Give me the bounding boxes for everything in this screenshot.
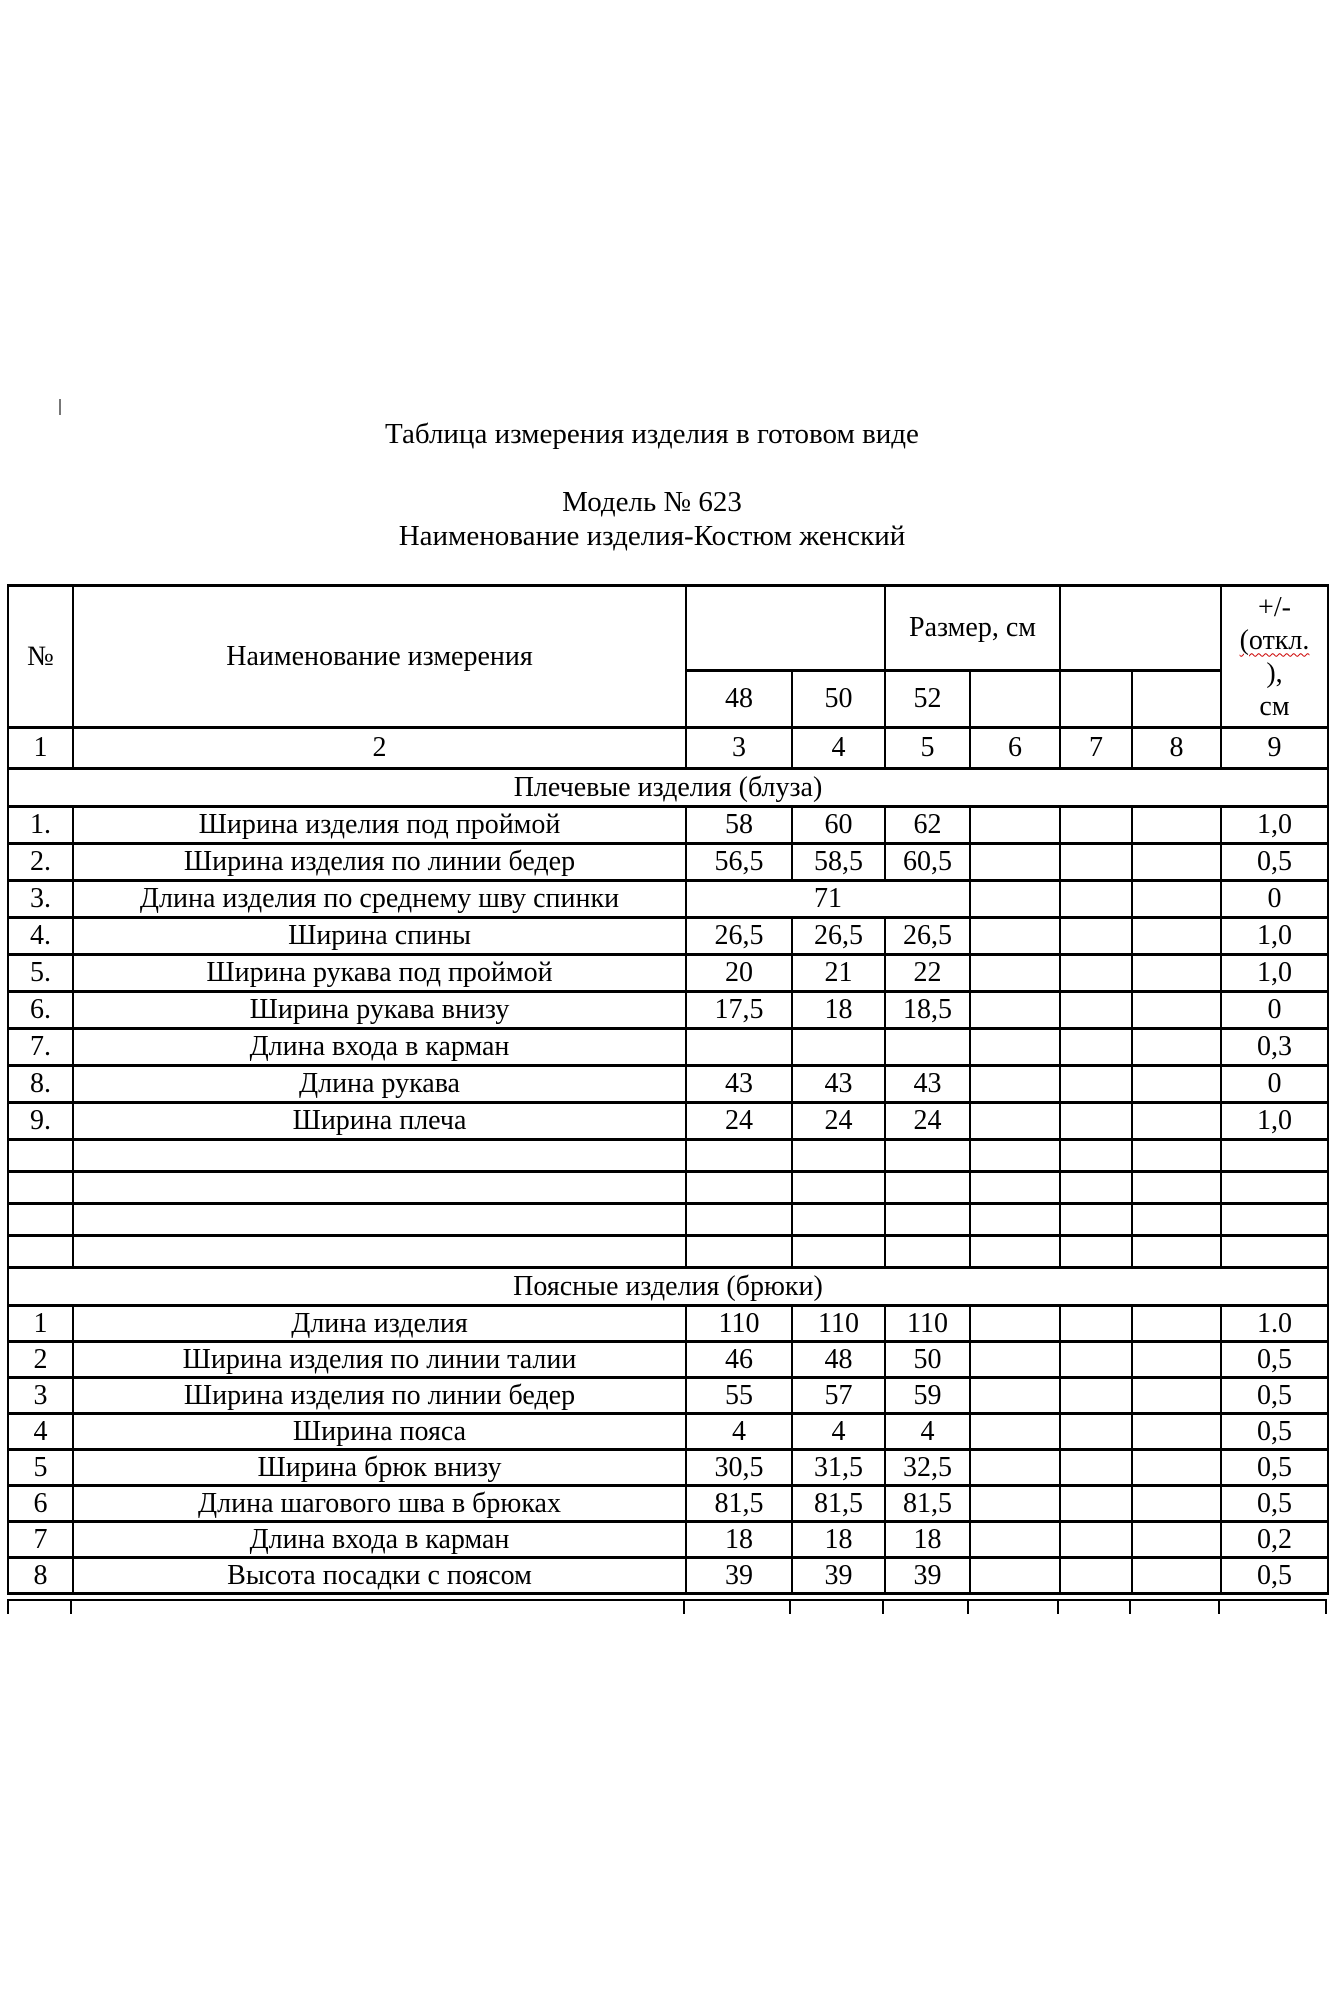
cell-tolerance: 1.0 — [1221, 1306, 1328, 1342]
cell-extra-6 — [970, 844, 1060, 881]
empty-cell — [73, 1140, 686, 1172]
empty-cell — [8, 1236, 73, 1268]
cell-extra-6 — [970, 955, 1060, 992]
sliver-line — [882, 1601, 884, 1614]
cell-extra-8 — [1132, 1378, 1221, 1414]
empty-cell — [8, 1172, 73, 1204]
column-number: 8 — [1132, 728, 1221, 769]
cell-size-48: 17,5 — [686, 992, 792, 1029]
table-row — [8, 918, 1328, 955]
document-title: Таблица измерения изделия в готовом виде — [385, 418, 919, 450]
cell-extra-6 — [970, 1306, 1060, 1342]
cell-size-50: 81,5 — [792, 1486, 885, 1522]
cell-size-50: 110 — [792, 1306, 885, 1342]
section-header-row — [8, 1268, 1328, 1306]
cell-extra-7 — [1060, 807, 1132, 844]
cell-extra-7 — [1060, 1486, 1132, 1522]
header-col-number: № — [8, 586, 73, 728]
empty-cell — [8, 1204, 73, 1236]
cell-extra-8 — [1132, 992, 1221, 1029]
cell-size-48: 4 — [686, 1414, 792, 1450]
cell-size-48: 20 — [686, 955, 792, 992]
table-row — [8, 1066, 1328, 1103]
column-number: 5 — [885, 728, 970, 769]
cell-extra-7 — [1060, 918, 1132, 955]
sliver-line — [70, 1601, 72, 1614]
empty-cell — [1132, 1172, 1221, 1204]
cell-row-number: 5 — [8, 1450, 73, 1486]
cell-size-50: 39 — [792, 1558, 885, 1594]
empty-cell — [1060, 1140, 1132, 1172]
cell-row-number: 5. — [8, 955, 73, 992]
column-number: 9 — [1221, 728, 1328, 769]
cell-measurement-name: Ширина рукава под проймой — [73, 955, 686, 992]
cell-row-number: 4. — [8, 918, 73, 955]
cell-row-number: 3 — [8, 1378, 73, 1414]
empty-cell — [73, 1236, 686, 1268]
cell-size-52: 62 — [885, 807, 970, 844]
cell-size-50: 26,5 — [792, 918, 885, 955]
cell-extra-7 — [1060, 1066, 1132, 1103]
empty-cell — [1221, 1204, 1328, 1236]
cell-size-50: 43 — [792, 1066, 885, 1103]
cell-extra-7 — [1060, 1414, 1132, 1450]
table-row — [8, 1378, 1328, 1414]
cell-size-48: 81,5 — [686, 1486, 792, 1522]
sliver-line — [683, 1601, 685, 1614]
empty-cell — [970, 1236, 1060, 1268]
cutoff-row-sliver — [7, 1599, 1327, 1614]
cell-size-52: 4 — [885, 1414, 970, 1450]
cell-measurement-name: Ширина изделия по линии талии — [73, 1342, 686, 1378]
cell-extra-8 — [1132, 1306, 1221, 1342]
cell-extra-6 — [970, 1414, 1060, 1450]
cell-measurement-name: Длина изделия по среднему шву спинки — [73, 881, 686, 918]
cell-row-number: 1. — [8, 807, 73, 844]
cell-size-50: 24 — [792, 1103, 885, 1140]
empty-cell — [792, 1204, 885, 1236]
section-title: Плечевые изделия (блуза) — [8, 769, 1328, 807]
cell-extra-7 — [1060, 992, 1132, 1029]
sliver-line — [789, 1601, 791, 1614]
empty-cell — [686, 1204, 792, 1236]
cell-size-50: 18 — [792, 1522, 885, 1558]
header-size-empty-3 — [1132, 671, 1221, 728]
cell-extra-6 — [970, 881, 1060, 918]
cell-extra-7 — [1060, 1378, 1132, 1414]
empty-row — [8, 1236, 1328, 1268]
table-row — [8, 955, 1328, 992]
empty-row — [8, 1172, 1328, 1204]
empty-cell — [792, 1172, 885, 1204]
empty-cell — [686, 1236, 792, 1268]
empty-cell — [73, 1204, 686, 1236]
empty-row — [8, 1204, 1328, 1236]
cell-size-48: 26,5 — [686, 918, 792, 955]
header-size-52: 52 — [885, 671, 970, 728]
empty-cell — [1132, 1140, 1221, 1172]
cell-row-number: 6 — [8, 1486, 73, 1522]
cell-extra-7 — [1060, 1103, 1132, 1140]
sliver-line — [1129, 1601, 1131, 1614]
cell-size-50: 31,5 — [792, 1450, 885, 1486]
tolerance-line-1: +/- — [1258, 591, 1291, 623]
empty-cell — [885, 1236, 970, 1268]
cell-extra-6 — [970, 1066, 1060, 1103]
tolerance-line-2-spellcheck: (откл. — [1239, 624, 1310, 656]
cell-extra-7 — [1060, 1029, 1132, 1066]
empty-cell — [792, 1140, 885, 1172]
cell-size-52: 81,5 — [885, 1486, 970, 1522]
cell-extra-8 — [1132, 1342, 1221, 1378]
cell-extra-7 — [1060, 1342, 1132, 1378]
cell-extra-6 — [970, 1558, 1060, 1594]
cell-tolerance: 0,5 — [1221, 1378, 1328, 1414]
cell-row-number: 7 — [8, 1522, 73, 1558]
cell-measurement-name: Ширина изделия под проймой — [73, 807, 686, 844]
cell-size-48: 58 — [686, 807, 792, 844]
cell-size-48: 110 — [686, 1306, 792, 1342]
cell-row-number: 1 — [8, 1306, 73, 1342]
column-number: 4 — [792, 728, 885, 769]
header-row-column-numbers — [8, 728, 1328, 769]
cell-tolerance: 0,5 — [1221, 1558, 1328, 1594]
cell-size-48: 39 — [686, 1558, 792, 1594]
cell-extra-8 — [1132, 1103, 1221, 1140]
cell-size-50: 21 — [792, 955, 885, 992]
cell-size-48: 43 — [686, 1066, 792, 1103]
section-header-row — [8, 769, 1328, 807]
cell-extra-8 — [1132, 1486, 1221, 1522]
text-cursor-artifact — [59, 399, 61, 415]
cell-size-52: 50 — [885, 1342, 970, 1378]
cell-measurement-name: Высота посадки с поясом — [73, 1558, 686, 1594]
cell-extra-7 — [1060, 1306, 1132, 1342]
cell-row-number: 2 — [8, 1342, 73, 1378]
empty-cell — [885, 1172, 970, 1204]
cell-measurement-name: Ширина изделия по линии бедер — [73, 1378, 686, 1414]
cell-tolerance: 0,5 — [1221, 1342, 1328, 1378]
column-number: 1 — [8, 728, 73, 769]
cell-extra-8 — [1132, 918, 1221, 955]
cell-size-50: 48 — [792, 1342, 885, 1378]
table-row — [8, 992, 1328, 1029]
sliver-line — [1325, 1601, 1327, 1614]
cell-row-number: 4 — [8, 1414, 73, 1450]
empty-cell — [686, 1140, 792, 1172]
table-row — [8, 1342, 1328, 1378]
cell-extra-8 — [1132, 1558, 1221, 1594]
cell-tolerance: 0 — [1221, 992, 1328, 1029]
cell-size-48: 18 — [686, 1522, 792, 1558]
table-row — [8, 1486, 1328, 1522]
column-number: 7 — [1060, 728, 1132, 769]
cell-size-48 — [686, 1029, 792, 1066]
table-row — [8, 1306, 1328, 1342]
table-row — [8, 807, 1328, 844]
cell-extra-7 — [1060, 881, 1132, 918]
column-number: 6 — [970, 728, 1060, 769]
cell-extra-8 — [1132, 881, 1221, 918]
cell-measurement-name: Длина изделия — [73, 1306, 686, 1342]
cell-measurement-name: Ширина плеча — [73, 1103, 686, 1140]
empty-cell — [1132, 1236, 1221, 1268]
cell-size-52: 59 — [885, 1378, 970, 1414]
cell-measurement-name: Ширина брюк внизу — [73, 1450, 686, 1486]
cell-tolerance: 0 — [1221, 881, 1328, 918]
cell-size-48: 30,5 — [686, 1450, 792, 1486]
cell-row-number: 2. — [8, 844, 73, 881]
cell-tolerance: 0,5 — [1221, 1414, 1328, 1450]
empty-cell — [1060, 1204, 1132, 1236]
cell-extra-8 — [1132, 807, 1221, 844]
cell-size-52 — [885, 1029, 970, 1066]
cell-size-50: 58,5 — [792, 844, 885, 881]
table-row — [8, 1558, 1328, 1594]
cell-extra-7 — [1060, 955, 1132, 992]
cell-tolerance: 0,5 — [1221, 844, 1328, 881]
cell-extra-8 — [1132, 1029, 1221, 1066]
cell-extra-6 — [970, 1522, 1060, 1558]
column-number: 2 — [73, 728, 686, 769]
header-group-size: Размер, см — [885, 586, 1060, 671]
empty-cell — [8, 1140, 73, 1172]
cell-row-number: 3. — [8, 881, 73, 918]
cell-extra-6 — [970, 1342, 1060, 1378]
empty-cell — [1060, 1236, 1132, 1268]
table-row — [8, 1450, 1328, 1486]
cell-tolerance: 1,0 — [1221, 1103, 1328, 1140]
cell-extra-6 — [970, 992, 1060, 1029]
cell-tolerance: 0,5 — [1221, 1486, 1328, 1522]
cell-measurement-name: Ширина рукава внизу — [73, 992, 686, 1029]
header-col-tolerance — [1221, 586, 1328, 728]
cell-extra-6 — [970, 918, 1060, 955]
empty-cell — [885, 1140, 970, 1172]
cell-extra-7 — [1060, 1450, 1132, 1486]
empty-cell — [1221, 1140, 1328, 1172]
cell-size-52: 43 — [885, 1066, 970, 1103]
header-col-name: Наименование измерения — [73, 586, 686, 728]
cell-tolerance: 0,3 — [1221, 1029, 1328, 1066]
cell-extra-8 — [1132, 1450, 1221, 1486]
table-row — [8, 844, 1328, 881]
cell-size-50: 57 — [792, 1378, 885, 1414]
empty-cell — [686, 1172, 792, 1204]
sliver-line — [7, 1601, 9, 1614]
table-row — [8, 1103, 1328, 1140]
cell-tolerance: 1,0 — [1221, 918, 1328, 955]
cell-row-number: 7. — [8, 1029, 73, 1066]
empty-cell — [1132, 1204, 1221, 1236]
cell-extra-6 — [970, 1029, 1060, 1066]
empty-cell — [885, 1204, 970, 1236]
cell-extra-6 — [970, 1378, 1060, 1414]
table-row — [8, 1029, 1328, 1066]
cell-measurement-name: Длина рукава — [73, 1066, 686, 1103]
cell-tolerance: 0,5 — [1221, 1450, 1328, 1486]
cell-extra-7 — [1060, 1522, 1132, 1558]
section-title: Поясные изделия (брюки) — [8, 1268, 1328, 1306]
header-size-empty-1 — [970, 671, 1060, 728]
header-size-48: 48 — [686, 671, 792, 728]
cell-row-number: 6. — [8, 992, 73, 1029]
cell-size-52: 39 — [885, 1558, 970, 1594]
cell-size-52: 32,5 — [885, 1450, 970, 1486]
cell-measurement-name: Длина входа в карман — [73, 1522, 686, 1558]
cell-extra-8 — [1132, 1066, 1221, 1103]
cell-extra-8 — [1132, 1414, 1221, 1450]
cell-size-48: 56,5 — [686, 844, 792, 881]
cell-row-number: 8. — [8, 1066, 73, 1103]
product-name: Наименование изделия-Костюм женский — [398, 520, 906, 552]
table-body — [8, 769, 1328, 1594]
cell-row-number: 9. — [8, 1103, 73, 1140]
cell-size-50: 4 — [792, 1414, 885, 1450]
cell-size-52: 26,5 — [885, 918, 970, 955]
empty-cell — [1060, 1172, 1132, 1204]
empty-row — [8, 1140, 1328, 1172]
table-header — [8, 586, 1328, 769]
column-number: 3 — [686, 728, 792, 769]
cell-extra-6 — [970, 1450, 1060, 1486]
table-row — [8, 881, 1328, 918]
empty-cell — [1221, 1236, 1328, 1268]
header-group-empty-right — [1060, 586, 1221, 671]
cell-measurement-name: Длина шагового шва в брюках — [73, 1486, 686, 1522]
cell-row-number: 8 — [8, 1558, 73, 1594]
cell-size-50 — [792, 1029, 885, 1066]
header-group-empty-left — [686, 586, 885, 671]
model-number: Модель № 623 — [562, 486, 742, 518]
cell-size-48: 55 — [686, 1378, 792, 1414]
header-size-empty-2 — [1060, 671, 1132, 728]
cell-extra-7 — [1060, 1558, 1132, 1594]
cell-size-50: 18 — [792, 992, 885, 1029]
cell-size-52: 22 — [885, 955, 970, 992]
cell-size-52: 24 — [885, 1103, 970, 1140]
cell-extra-6 — [970, 807, 1060, 844]
sliver-line — [967, 1601, 969, 1614]
cell-tolerance: 1,0 — [1221, 955, 1328, 992]
cell-size-52: 110 — [885, 1306, 970, 1342]
header-row-groups — [8, 586, 1328, 671]
cell-size-48: 46 — [686, 1342, 792, 1378]
empty-cell — [792, 1236, 885, 1268]
cell-size-52: 18 — [885, 1522, 970, 1558]
empty-cell — [73, 1172, 686, 1204]
cell-extra-8 — [1132, 1522, 1221, 1558]
table-row — [8, 1522, 1328, 1558]
cell-size-merged: 71 — [686, 881, 970, 918]
cell-extra-8 — [1132, 955, 1221, 992]
cell-extra-7 — [1060, 844, 1132, 881]
empty-cell — [970, 1140, 1060, 1172]
cell-extra-6 — [970, 1486, 1060, 1522]
cell-measurement-name: Ширина пояса — [73, 1414, 686, 1450]
empty-cell — [1221, 1172, 1328, 1204]
header-size-50: 50 — [792, 671, 885, 728]
measurement-table — [7, 584, 1329, 1595]
cell-extra-8 — [1132, 844, 1221, 881]
table-row — [8, 1414, 1328, 1450]
empty-cell — [970, 1204, 1060, 1236]
cell-size-52: 60,5 — [885, 844, 970, 881]
cell-tolerance: 0,2 — [1221, 1522, 1328, 1558]
cell-measurement-name: Ширина спины — [73, 918, 686, 955]
cell-size-48: 24 — [686, 1103, 792, 1140]
cell-tolerance: 1,0 — [1221, 807, 1328, 844]
sliver-line — [1057, 1601, 1059, 1614]
cell-size-50: 60 — [792, 807, 885, 844]
empty-cell — [970, 1172, 1060, 1204]
cell-extra-6 — [970, 1103, 1060, 1140]
sliver-line — [1218, 1601, 1220, 1614]
cell-measurement-name: Длина входа в карман — [73, 1029, 686, 1066]
cell-measurement-name: Ширина изделия по линии бедер — [73, 844, 686, 881]
cell-tolerance: 0 — [1221, 1066, 1328, 1103]
tolerance-line-3: ), — [1266, 657, 1283, 689]
tolerance-line-4: см — [1259, 690, 1290, 722]
cell-size-52: 18,5 — [885, 992, 970, 1029]
